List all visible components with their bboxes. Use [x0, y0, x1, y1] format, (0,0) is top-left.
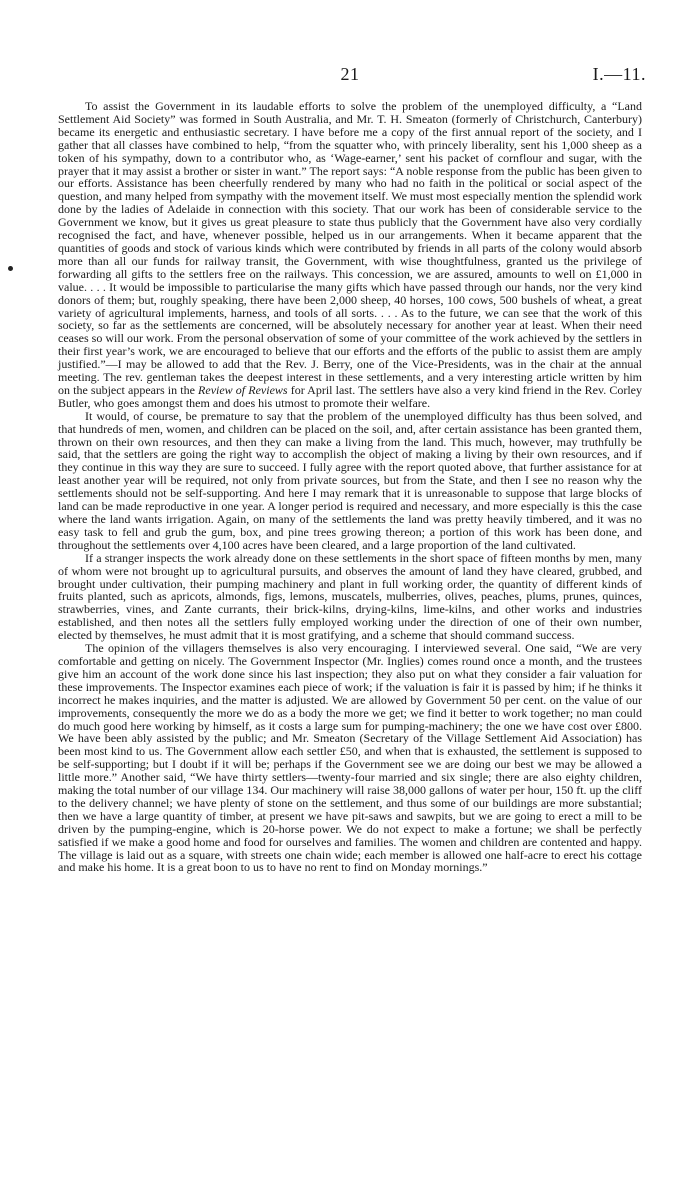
paragraph-land-settlement-society — [58, 100, 642, 410]
paragraph-text: for April last. The settlers have also a very kind friend in the Rev. Corley Butler, who goes amongst them and does his utmost to promote their welfare. — [58, 382, 642, 410]
page-number: 21 — [340, 64, 360, 84]
publication-title: Review of Reviews — [198, 382, 288, 397]
paragraph-stranger-inspection: If a stranger inspects the work already done on these settlements in the short space of fifteen months by men, many of whom were not brought up to agricultural pursuits, and observes the amount of land they have cleared, grubbed, and brought under cultivation, their pumping machinery and plant in full working order, the quantity of different kinds of fruits planted, such as apricots, almonds, figs, lemons, muscatels, mulberries, olives, peaches, plums, prunes, quinces, strawberries, vines, and Zante currants, their brick-kilns, drying-kilns, lime-kilns, and other works and industries established, and then notes all the settlers fully employed working under the direction of one of their own number, elected by themselves, he must admit that it is most gratifying, and a scheme that should command success. — [58, 550, 642, 643]
paragraph-unemployed-problem: It would, of course, be premature to say that the problem of the unemployed difficulty has thus been solved, and that hundreds of men, women, and children can be placed on the soil, and, after certain assistance has been granted them, thrown on their own resources, and then they can make a living from the land. This much, however, may truthfully be said, that the settlers are going the right way to accomplish the object of making a living by their own resources, and if they continue in this way they are sure to succeed. I fully agree with the report quoted above, that further assistance for at least another year will be required, not only from private sources, but from the State, and then I see no reason why the settlements should not be self-supporting. And here I may remark that it is unreasonable to suppose that large blocks of land can be made reproductive in one year. A longer period is required and necessary, and more especially is this the case where the land wants irrigation. Again, on many of the settlements the land was pretty heavily timbered, and it was no easy task to fell and grub the gum, box, and pine trees growing thereon; a portion of this work has been done, and throughout the settlements over 4,100 acres have been cleared, and a large proportion of the land cultivated. — [58, 408, 642, 552]
page-reference: I.—11. — [592, 64, 646, 84]
body-text — [58, 100, 642, 874]
paragraph-text: To assist the Government in its laudable efforts to solve the problem of the unemployed difficulty, a “Land Settlement Aid Society” was formed in South Australia, and Mr. T. H. Smeaton (formerly of Christchurch, Canterbury) became its energetic and enthusiastic secretary. I have before me a copy of the first annual report of the society, and I gather that all classes have combined to help, “from the squatter who, with princely liberality, sent his 1,000 sheep as a token of his sympathy, down to a contributor who, as ‘Wage-earner,’ sent his packet of cornflour and sugar, with the prayer that it may assist a brother or sister in want.” The report says: “A noble response from the public has been given to our efforts. Assistance has been cheerfully rendered by many who had no faith in the political or social aspect of the question, and many helped from sympathy with the movement itself. We must most especially mention the splendid work done by the ladies of Adelaide in connection with this society. That our work has been of considerable service to the Government we know, but it gives us great pleasure to state thus publicly that the Government have also very cordially recognised the fact, and have, whenever possible, helped us in our arrangements. When it became apparent that the quantities of goods and stock of various kinds which were contributed by friends in all parts of the colony would absorb more than all our funds for railway transit, the Government, with wise thoughtfulness, granted us the privilege of forwarding all gifts to the settlers free on the railways. This concession, we are assured, amounts to well on £1,000 in value. . . . It would be impossible to particularise the many gifts which have passed through our hands, nor the very kind donors of them; but, roughly speaking, there have been 2,000 sheep, 40 horses, 100 cows, 500 bushels of wheat, a great variety of agricultural implements, harness, and tools of all sorts. . . . As to the future, we can see that the work of this society, so far as the settlements are concerned, will be absolutely necessary for another year at least. When their need ceases so will our work. From the personal observation of some of your committee of the work achieved by the settlers in their first year’s work, we are encouraged to believe that our efforts and the efforts of the public to assist them are amply justified.”—I may be allowed to add that the Rev. J. Berry, one of the Vice-Presidents, was in the chair at the annual meeting. The rev. gentleman takes the deepest interest in these settlements, and a very interesting article written by him on the subject appears in the — [58, 99, 642, 397]
paragraph-villager-opinions: The opinion of the villagers themselves is also very encouraging. I interviewed several. One said, “We are very comfortable and getting on nicely. The Government Inspector (Mr. Inglies) comes round once a month, and the trustees give him an account of the work done since his last inspection; they also put on what they consider a fair valuation for these improvements. The Inspector examines each piece of work; if the valuation is fair it is passed by him; if he thinks it incorrect he makes inquiries, and the matter is adjusted. We are allowed by Government 50 per cent. on the value of our improvements, consequently the more we do as a body the more we get; we find it better to work together; no man could do much good here working by himself, as it costs a large sum for pumping-machinery; the one we have cost over £800. We have been ably assisted by the public; and Mr. Smeaton (Secretary of the Village Settlement Aid Association) has been most kind to us. The Government allow each settler £50, and when that is exhausted, the settlement is supposed to be self-supporting; but I doubt if it will be; perhaps if the Government see we are doing our best we may be allowed a little more.” Another said, “We have thirty settlers—twenty-four married and six single; there are also eighty children, making the total number of our village 134. Our machinery will raise 38,000 gallons of water per hour, 150 ft. up the cliff to the delivery channel; we have plenty of stone on the settlement, and thus some of our buildings are more substantial; then we have a large quantity of timber, at present we have pit-saws and sawpits, but we are going to erect a mill to be driven by the pumping-engine, which is 20-horse power. We do not expect to make a fortune; we shall be perfectly satisfied if we make a good home and food for ourselves and families. The women and children are contented and happy. The village is laid out as a square, with streets one chain wide; each member is allowed one half-acre to erect his cottage and make his home. It is a great boon to us to have no rent to find on Monday mornings.” — [58, 641, 642, 875]
margin-mark — [8, 266, 13, 271]
